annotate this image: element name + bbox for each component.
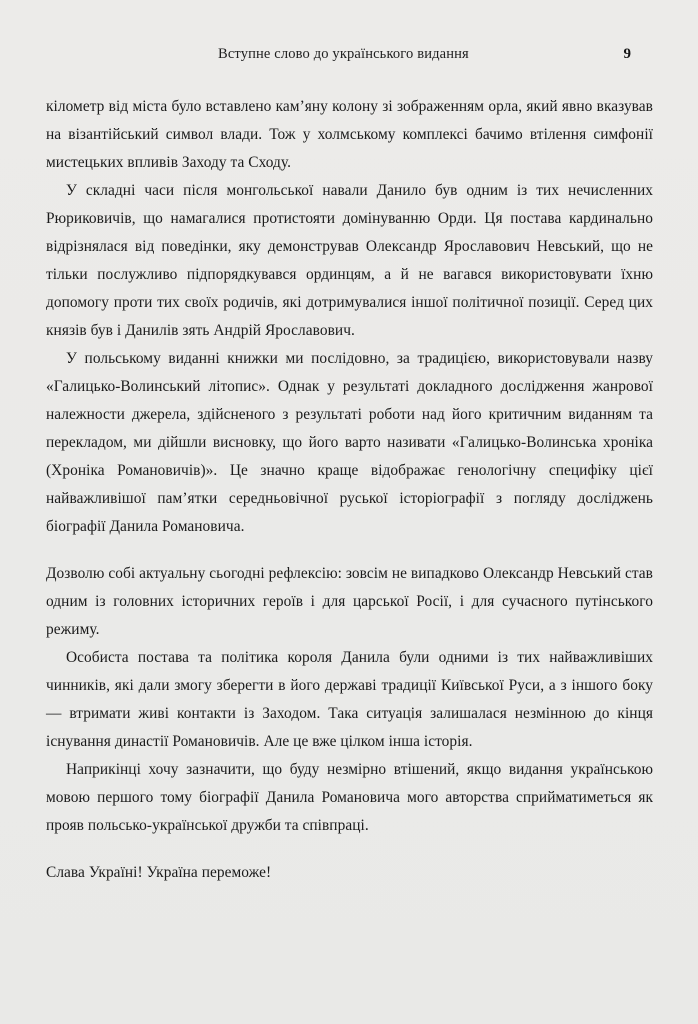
paragraph: Дозволю собі актуальну сьогодні рефлексію: зовсім не випадково Олександр Невський став одним із головних історичних героїв і для царської Росії, і для сучасного путінського режиму. [46, 565, 653, 638]
paragraph: Наприкінці хочу зазначити, що буду незмірно втішений, якщо видання українською мовою першого тому біографії Данила Романовича мого авторства сприйматиметься як прояв польсько-української дружби та співпраці. [46, 761, 653, 834]
paragraph: кілометр від міста було вставлено кам’яну колону зі зображенням орла, який явно вказував на візантійський символ влади. Тож у холмському комплексі бачимо втілення симфонії мистецьких впливів Заходу та Сходу. [46, 98, 653, 171]
paragraph: У складні часи після монгольської навали Данило був одним із тих нечисленних Рюриковичів, що намагалися протистояти домінуванню Орди. Ця постава кардинально відрізнялася від поведінки, яку демонстрував Олександр Ярославович Невський, що не тільки послужливо підпорядкувався ординцям, а й не вагався використовувати їхню допомогу проти тих своїх родичів, які дотримувалися іншої політичної позиції. Серед цих князів був і Данилів зять Андрій Ярославович. [46, 182, 653, 339]
paragraph: У польському виданні книжки ми послідовно, за традицією, використовували назву «Галицько-Волинський літопис». Однак у результаті докладного дослідження жанрової належности джерела, здійсненого з результаті роботи над його критичним виданням та перекладом, ми дійшли висновку, що його варто називати «Галицько-Волинська хроніка (Хроніка Романовичів)». Це значно краще відображає генологічну специфіку цієї найважливішої пам’ятки середньовічної руської історіографії з погляду досліджень біографії Данила Романовича. [46, 350, 653, 535]
page-number: 9 [623, 46, 631, 62]
running-head [46, 46, 652, 70]
closing-slogan: Слава Україні! Україна переможе! [46, 864, 272, 881]
running-head-title: Вступне слово до українського видання [218, 46, 469, 62]
body-textblock [46, 93, 653, 887]
paragraph: Особиста постава та політика короля Данила були одними із тих найважливіших чинників, які дали змогу зберегти в його державі традиції Київської Руси, а з іншого боку — втримати живі контакти із Заходом. Така ситуація залишалася незмінною до кінця існування династії Романовичів. Але це вже цілком інша історія. [46, 649, 653, 750]
